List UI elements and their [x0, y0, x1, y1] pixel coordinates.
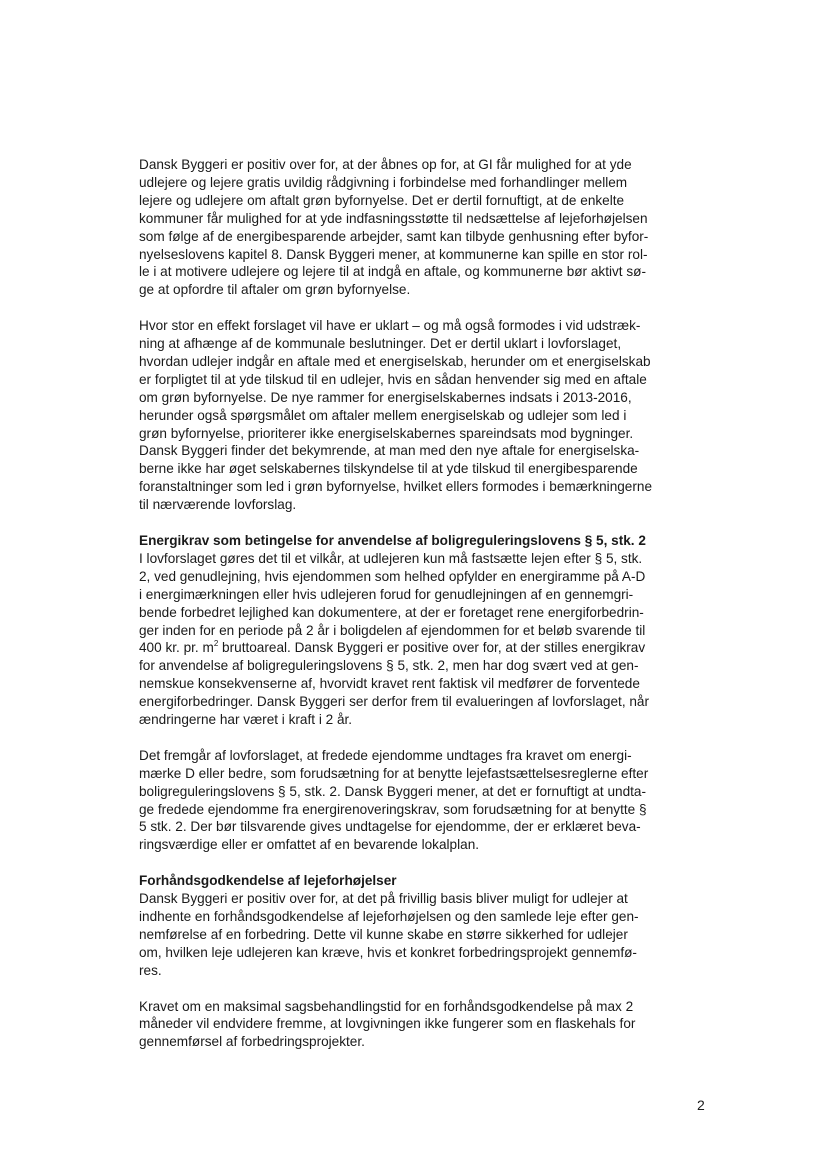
text-line: lejere og udlejere om aftalt grøn byfornyelse. Det er dertil fornuftigt, at de enkelte [139, 192, 625, 208]
text-line: ge at opfordre til aftaler om grøn byfornyelse. [139, 282, 411, 298]
text-line: boligreguleringslovens § 5, stk. 2. Dansk Byggeri mener, at det er fornuftigt at undta- [139, 783, 647, 799]
text-line: ge fredede ejendomme fra energirenoveringskrav, som forudsætning for at benytte § [139, 801, 647, 817]
text-line: Dansk Byggeri er positiv over for, at det på frivillig basis bliver muligt for udlejer at [139, 891, 628, 907]
paragraph-intro [139, 156, 699, 299]
text-line: herunder også spørgsmålet om aftaler mellem energiselskab og udlejer som led i [139, 407, 627, 423]
paragraph-spacer [139, 299, 699, 317]
text-line: 5 stk. 2. Der bør tilsvarende gives undtagelse for ejendomme, der er erklæret beva- [139, 819, 641, 835]
text-line: grøn byfornyelse, prioriterer ikke energiselskabernes spareindsats mod bygninger. [139, 425, 634, 441]
text-line: berne ikke har øget selskabernes tilskyndelse til at yde tilskud til energibesparende [139, 461, 638, 477]
section-heading: Energikrav som betingelse for anvendelse af boligreguleringslovens § 5, stk. 2 [139, 533, 646, 548]
area-text-before: 400 kr. pr. m [139, 640, 214, 656]
text-line: måneder vil endvidere fremme, at lovgivningen ikke fungerer som en flaskehals for [139, 1016, 636, 1032]
text-line: Det fremgår af lovforslaget, at fredede ejendomme undtages fra kravet om energi- [139, 747, 632, 763]
text-line: nemskue konsekvenserne af, hvorvidt kravet rent faktisk vil medfører de forventede [139, 676, 640, 692]
text-line: som følge af de energibesparende arbejder, samt kan tilbyde genhusning efter byfor- [139, 228, 649, 244]
text-line: ger inden for en periode på 2 år i boligdelen af ejendommen for et beløb svarende til [139, 622, 646, 638]
text-line: ændringerne har været i kraft i 2 år. [139, 712, 353, 728]
text-line: kommuner får mulighed for at yde indfasningsstøtte til nedsættelse af lejeforhøjelsen [139, 210, 648, 226]
text-line: le i at motivere udlejere og lejere til at indgå en aftale, og kommunerne bør aktivt sø- [139, 264, 646, 280]
text-line: om grøn byfornyelse. De nye rammer for energiselskabernes indsats i 2013-2016, [139, 389, 632, 405]
text-line: om, hvilken leje udlejeren kan kræve, hvis et konkret forbedringsprojekt gennemfø- [139, 944, 637, 960]
text-line: Hvor stor en effekt forslaget vil have er uklart – og må også formodes i vid udstræk- [139, 318, 641, 334]
text-line: res. [139, 962, 162, 978]
text-line: ringsværdige eller er omfattet af en bevarende lokalplan. [139, 837, 480, 853]
text-line: Dansk Byggeri er positiv over for, at der åbnes op for, at GI får mulighed for at yde [139, 157, 632, 172]
text-line: udlejere og lejere gratis uvildig rådgivning i forbindelse med forhandlinger mellem [139, 174, 628, 190]
paragraph-effect [139, 317, 699, 514]
paragraph-listed-buildings [139, 747, 699, 854]
text-line: Kravet om en maksimal sagsbehandlingstid for en forhåndsgodkendelse på max 2 [139, 998, 634, 1014]
page-number: 2 [697, 1097, 705, 1113]
text-line: til nærværende lovforslag. [139, 497, 297, 513]
text-line: nemførelse af en forbedring. Dette vil kunne skabe en større sikkerhed for udlejer [139, 926, 628, 942]
paragraph-spacer [139, 729, 699, 747]
text-line: for anvendelse af boligreguleringslovens § 5, stk. 2, men har dog svært ved at gen- [139, 658, 639, 674]
area-text-after: bruttoareal. Dansk Byggeri er positive over for, at der stilles energikrav [218, 640, 646, 656]
section-heading: Forhåndsgodkendelse af lejeforhøjelser [139, 873, 397, 889]
text-line: bende forbedret lejlighed kan dokumentere, at der er foretaget rene energiforbedrin- [139, 604, 644, 620]
text-line: nyelseslovens kapitel 8. Dansk Byggeri mener, at kommunerne kan spille en stor rol- [139, 246, 648, 262]
text-line: mærke D eller bedre, som forudsætning for at benytte lejefastsættelsesreglerne efter [139, 765, 649, 781]
text-line: i energimærkningen eller hvis udlejeren forud for genudlejningen af en gennemgri- [139, 586, 634, 602]
section-energy-requirements [139, 532, 699, 729]
text-line: er forpligtet til at yde tilskud til en udlejer, hvis en sådan henvender sig med en aftale [139, 371, 647, 387]
text-line-area [139, 639, 699, 657]
superscript-exponent: 2 [213, 639, 219, 649]
text-line: energiforbedringer. Dansk Byggeri ser derfor frem til evalueringen af lovforslaget, når [139, 694, 650, 710]
paragraph-spacer [139, 514, 699, 532]
text-line: indhente en forhåndsgodkendelse af lejeforhøjelsen og den samlede leje efter gen- [139, 909, 639, 924]
paragraph-spacer [139, 980, 699, 998]
text-line: I lovforslaget gøres det til et vilkår, at udlejeren kun må fastsætte lejen efter § 5, stk. [139, 550, 643, 566]
text-line: Dansk Byggeri finder det bekymrende, at man med den nye aftale for energiselska- [139, 443, 640, 459]
document-body [139, 156, 699, 1051]
text-line: 2, ved genudlejning, hvis ejendommen som helhed opfylder en energiramme på A-D [139, 568, 646, 584]
text-line: hvordan udlejer indgår en aftale med et energiselskab, herunder om et energiselskab [139, 353, 651, 369]
text-line: ning at afhænge af de kommunale beslutninger. Det er dertil uklart i lovforslaget, [139, 336, 622, 352]
paragraph-spacer [139, 854, 699, 872]
section-pre-approval [139, 872, 699, 979]
text-line: foranstaltninger som led i grøn byfornyelse, hvilket ellers formodes i bemærkningerne [139, 479, 653, 495]
paragraph-processing-time [139, 998, 699, 1052]
text-line: gennemførsel af forbedringsprojekter. [139, 1034, 365, 1050]
